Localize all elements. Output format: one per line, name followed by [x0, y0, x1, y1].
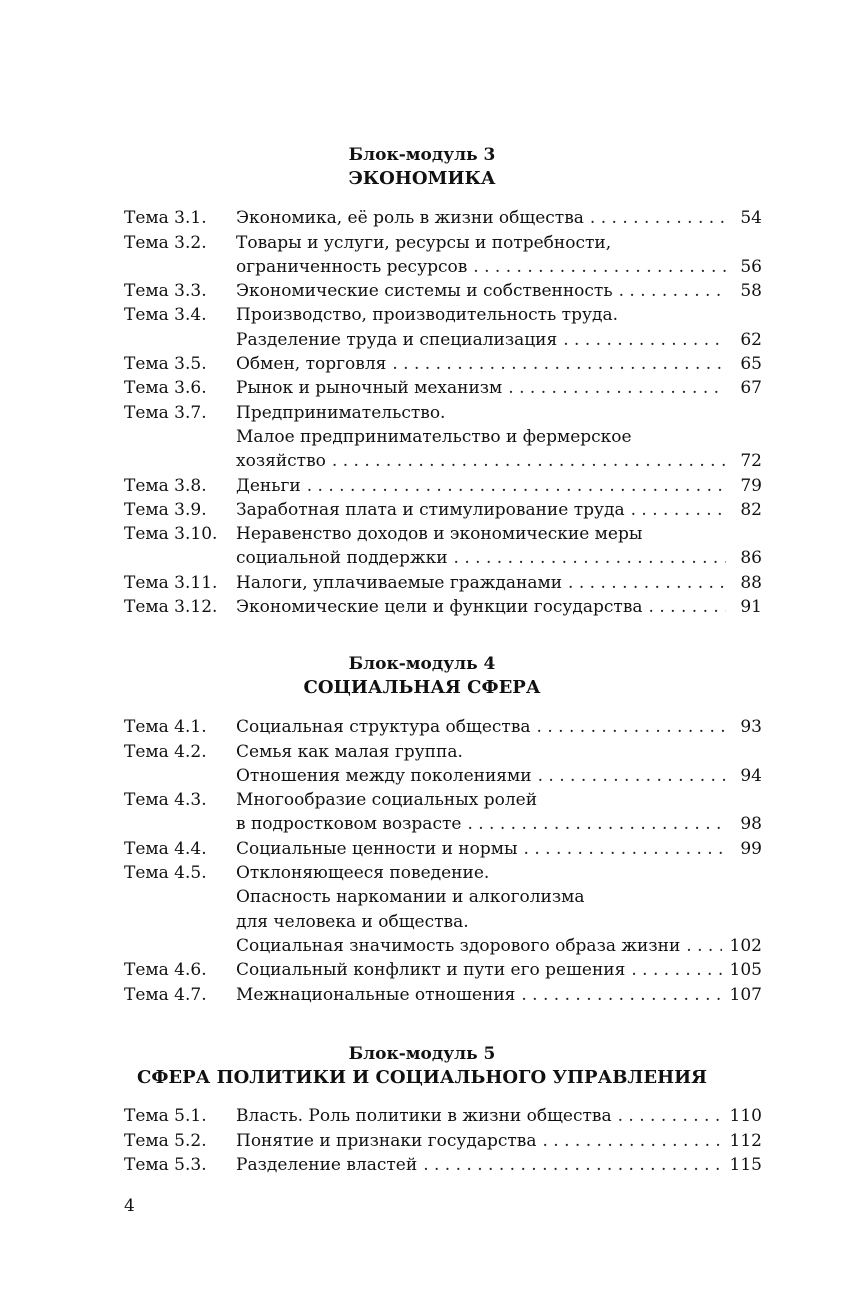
topic-number: Тема 3.9.: [124, 499, 207, 520]
toc-entry: [124, 957, 762, 981]
dot-leader: [686, 936, 721, 957]
topic-title: Понятие и признаки государства: [236, 1130, 537, 1151]
dot-leader: [537, 717, 726, 738]
dot-leader: [568, 573, 726, 594]
topic-number: Тема 3.8.: [124, 475, 207, 496]
topic-number: Тема 4.7.: [124, 984, 207, 1005]
toc-entry-line: [124, 229, 762, 253]
dot-leader: [618, 1106, 722, 1127]
topic-number: Тема 4.3.: [124, 790, 207, 811]
topic-title: Отклоняющееся поведение.: [236, 863, 490, 884]
page-ref: 86: [740, 548, 762, 569]
toc-entry-line: [124, 1103, 762, 1127]
topic-number: Тема 3.10.: [124, 524, 218, 545]
toc-entry-line: [124, 569, 762, 593]
toc-entry-line: [124, 351, 762, 375]
dot-leader: [454, 548, 726, 569]
toc-entry-line: [124, 472, 762, 496]
topic-title: в подростковом возрасте: [236, 814, 462, 835]
topic-number: Тема 4.4.: [124, 838, 207, 859]
topic-title: Деньги: [236, 475, 301, 496]
topic-number: Тема 3.1.: [124, 208, 207, 229]
topic-number: Тема 5.1.: [124, 1106, 207, 1127]
toc-entry: [124, 1127, 762, 1151]
toc-entry-line: [124, 302, 762, 326]
topic-title: Налоги, уплачиваемые гражданами: [236, 572, 563, 593]
module-label: Блок-модуль 4: [348, 654, 496, 674]
toc-list: [124, 205, 762, 618]
dot-leader: [307, 476, 726, 497]
toc-entry-line: [124, 981, 762, 1005]
topic-title: Социальная структура общества: [236, 717, 531, 738]
page-ref: 54: [740, 208, 762, 229]
toc-entry: [124, 497, 762, 521]
toc-entry-line: [124, 545, 762, 569]
toc-entry: [124, 205, 762, 229]
toc-entry: [124, 472, 762, 496]
topic-title: для человека и общества.: [236, 911, 469, 932]
module-label: Блок-модуль 3: [348, 145, 496, 165]
topic-number: Тема 3.6.: [124, 378, 207, 399]
toc-entry: [124, 1152, 762, 1176]
toc-entry-line: [124, 424, 762, 448]
toc-entry: [124, 981, 762, 1005]
page-ref: 88: [740, 572, 762, 593]
topic-title: Социальная значимость здорового образа жизни: [236, 935, 681, 956]
toc-list: [124, 714, 762, 1006]
toc-entry: [124, 860, 762, 957]
toc-entry-line: [124, 933, 762, 957]
dot-leader: [563, 330, 726, 351]
page-ref: 112: [729, 1130, 762, 1151]
topic-title: Неравенство доходов и экономические меры: [236, 524, 643, 545]
toc-entry-line: [124, 738, 762, 762]
topic-title: Экономические цели и функции государства: [236, 597, 643, 618]
toc-entry-line: [124, 497, 762, 521]
page-ref: 94: [740, 765, 762, 786]
toc-entry-line: [124, 835, 762, 859]
toc-entry: [124, 594, 762, 618]
dot-leader: [467, 814, 726, 835]
topic-title: Разделение властей: [236, 1154, 418, 1175]
toc-entry-line: [124, 375, 762, 399]
page-ref: 65: [740, 354, 762, 375]
toc-entry: [124, 351, 762, 375]
topic-number: Тема 3.11.: [124, 572, 218, 593]
page-ref: 79: [740, 475, 762, 496]
topic-number: Тема 5.3.: [124, 1154, 207, 1175]
topic-title: Рынок и рыночный механизм: [236, 378, 503, 399]
dot-leader: [423, 1155, 721, 1176]
toc-entry: [124, 375, 762, 399]
toc-entry: [124, 229, 762, 278]
dot-leader: [521, 985, 721, 1006]
topic-title: Многообразие социальных ролей: [236, 790, 538, 811]
toc-entry-line: [124, 521, 762, 545]
dot-leader: [631, 960, 721, 981]
topic-title: Экономика, её роль в жизни общества: [236, 208, 584, 229]
topic-number: Тема 4.1.: [124, 717, 207, 738]
dot-leader: [538, 766, 726, 787]
module-title: СФЕРА ПОЛИТИКИ И СОЦИАЛЬНОГО УПРАВЛЕНИЯ: [137, 1067, 707, 1088]
page-ref: 56: [740, 256, 762, 277]
page-ref: 91: [740, 597, 762, 618]
dot-leader: [473, 257, 726, 278]
dot-leader: [631, 500, 726, 521]
topic-title: Отношения между поколениями: [236, 765, 532, 786]
module-title: ЭКОНОМИКА: [348, 168, 496, 189]
topic-title: хозяйство: [236, 451, 326, 472]
topic-title: Разделение труда и специализация: [236, 329, 558, 350]
topic-number: Тема 5.2.: [124, 1130, 207, 1151]
page-number: 4: [124, 1196, 135, 1216]
page-ref: 98: [740, 814, 762, 835]
page-ref: 72: [740, 451, 762, 472]
toc-entry-line: [124, 884, 762, 908]
toc-list: [124, 1103, 762, 1176]
toc-entry: [124, 521, 762, 570]
page-ref: 82: [740, 499, 762, 520]
topic-number: Тема 3.12.: [124, 597, 218, 618]
page-ref: 67: [740, 378, 762, 399]
topic-title: Производство, производительность труда.: [236, 305, 618, 326]
dot-leader: [590, 208, 726, 229]
toc-entry-line: [124, 787, 762, 811]
module-heading: [0, 1042, 844, 1090]
topic-title: Опасность наркомании и алкоголизма: [236, 887, 585, 908]
toc-entry-line: [124, 254, 762, 278]
dot-leader: [649, 597, 726, 618]
toc-entry-line: [124, 763, 762, 787]
page-ref: 110: [729, 1106, 762, 1127]
topic-title: ограниченность ресурсов: [236, 256, 468, 277]
dot-leader: [619, 281, 726, 302]
toc-entry: [124, 714, 762, 738]
page-ref: 105: [729, 960, 762, 981]
toc-entry-line: [124, 957, 762, 981]
toc-entry-line: [124, 860, 762, 884]
toc-entry: [124, 738, 762, 787]
toc-entry-line: [124, 278, 762, 302]
topic-title: социальной поддержки: [236, 548, 448, 569]
toc-entry: [124, 835, 762, 859]
dot-leader: [508, 378, 726, 399]
module-heading: [0, 143, 844, 191]
topic-number: Тема 4.2.: [124, 741, 207, 762]
toc-entry-line: [124, 594, 762, 618]
topic-title: Малое предпринимательство и фермерское: [236, 426, 632, 447]
toc-entry-line: [124, 326, 762, 350]
toc-entry: [124, 302, 762, 351]
page-ref: 93: [740, 717, 762, 738]
topic-number: Тема 4.6.: [124, 960, 207, 981]
topic-title: Предпринимательство.: [236, 402, 446, 423]
topic-number: Тема 3.7.: [124, 402, 207, 423]
toc-entry-line: [124, 1152, 762, 1176]
module-heading: [0, 652, 844, 700]
topic-title: Власть. Роль политики в жизни общества: [236, 1106, 612, 1127]
topic-title: Социальный конфликт и пути его решения: [236, 960, 626, 981]
dot-leader: [542, 1131, 721, 1152]
toc-entry-line: [124, 908, 762, 932]
topic-number: Тема 3.4.: [124, 305, 207, 326]
page-ref: 107: [729, 984, 762, 1005]
page-ref: 62: [740, 329, 762, 350]
page-ref: 115: [729, 1154, 762, 1175]
topic-title: Заработная плата и стимулирование труда: [236, 499, 625, 520]
page-ref: 58: [740, 281, 762, 302]
topic-title: Семья как малая группа.: [236, 741, 463, 762]
toc-entry-line: [124, 714, 762, 738]
dot-leader: [392, 354, 726, 375]
topic-title: Обмен, торговля: [236, 354, 387, 375]
page-ref: 99: [740, 838, 762, 859]
toc-entry-line: [124, 1127, 762, 1151]
module-title: СОЦИАЛЬНАЯ СФЕРА: [303, 677, 541, 698]
toc-entry-line: [124, 205, 762, 229]
topic-title: Межнациональные отношения: [236, 984, 516, 1005]
toc-entry: [124, 787, 762, 836]
topic-title: Товары и услуги, ресурсы и потребности,: [236, 232, 612, 253]
dot-leader: [332, 451, 726, 472]
toc-entry: [124, 1103, 762, 1127]
topic-number: Тема 4.5.: [124, 863, 207, 884]
topic-number: Тема 3.5.: [124, 354, 207, 375]
toc-entry: [124, 569, 762, 593]
topic-title: Социальные ценности и нормы: [236, 838, 518, 859]
dot-leader: [524, 839, 726, 860]
toc-entry: [124, 399, 762, 472]
toc-entry-line: [124, 448, 762, 472]
toc-entry: [124, 278, 762, 302]
module-label: Блок-модуль 5: [348, 1044, 496, 1064]
toc-entry-line: [124, 811, 762, 835]
topic-title: Экономические системы и собственность: [236, 281, 613, 302]
topic-number: Тема 3.3.: [124, 281, 207, 302]
page-ref: 102: [729, 935, 762, 956]
topic-number: Тема 3.2.: [124, 232, 207, 253]
toc-entry-line: [124, 399, 762, 423]
